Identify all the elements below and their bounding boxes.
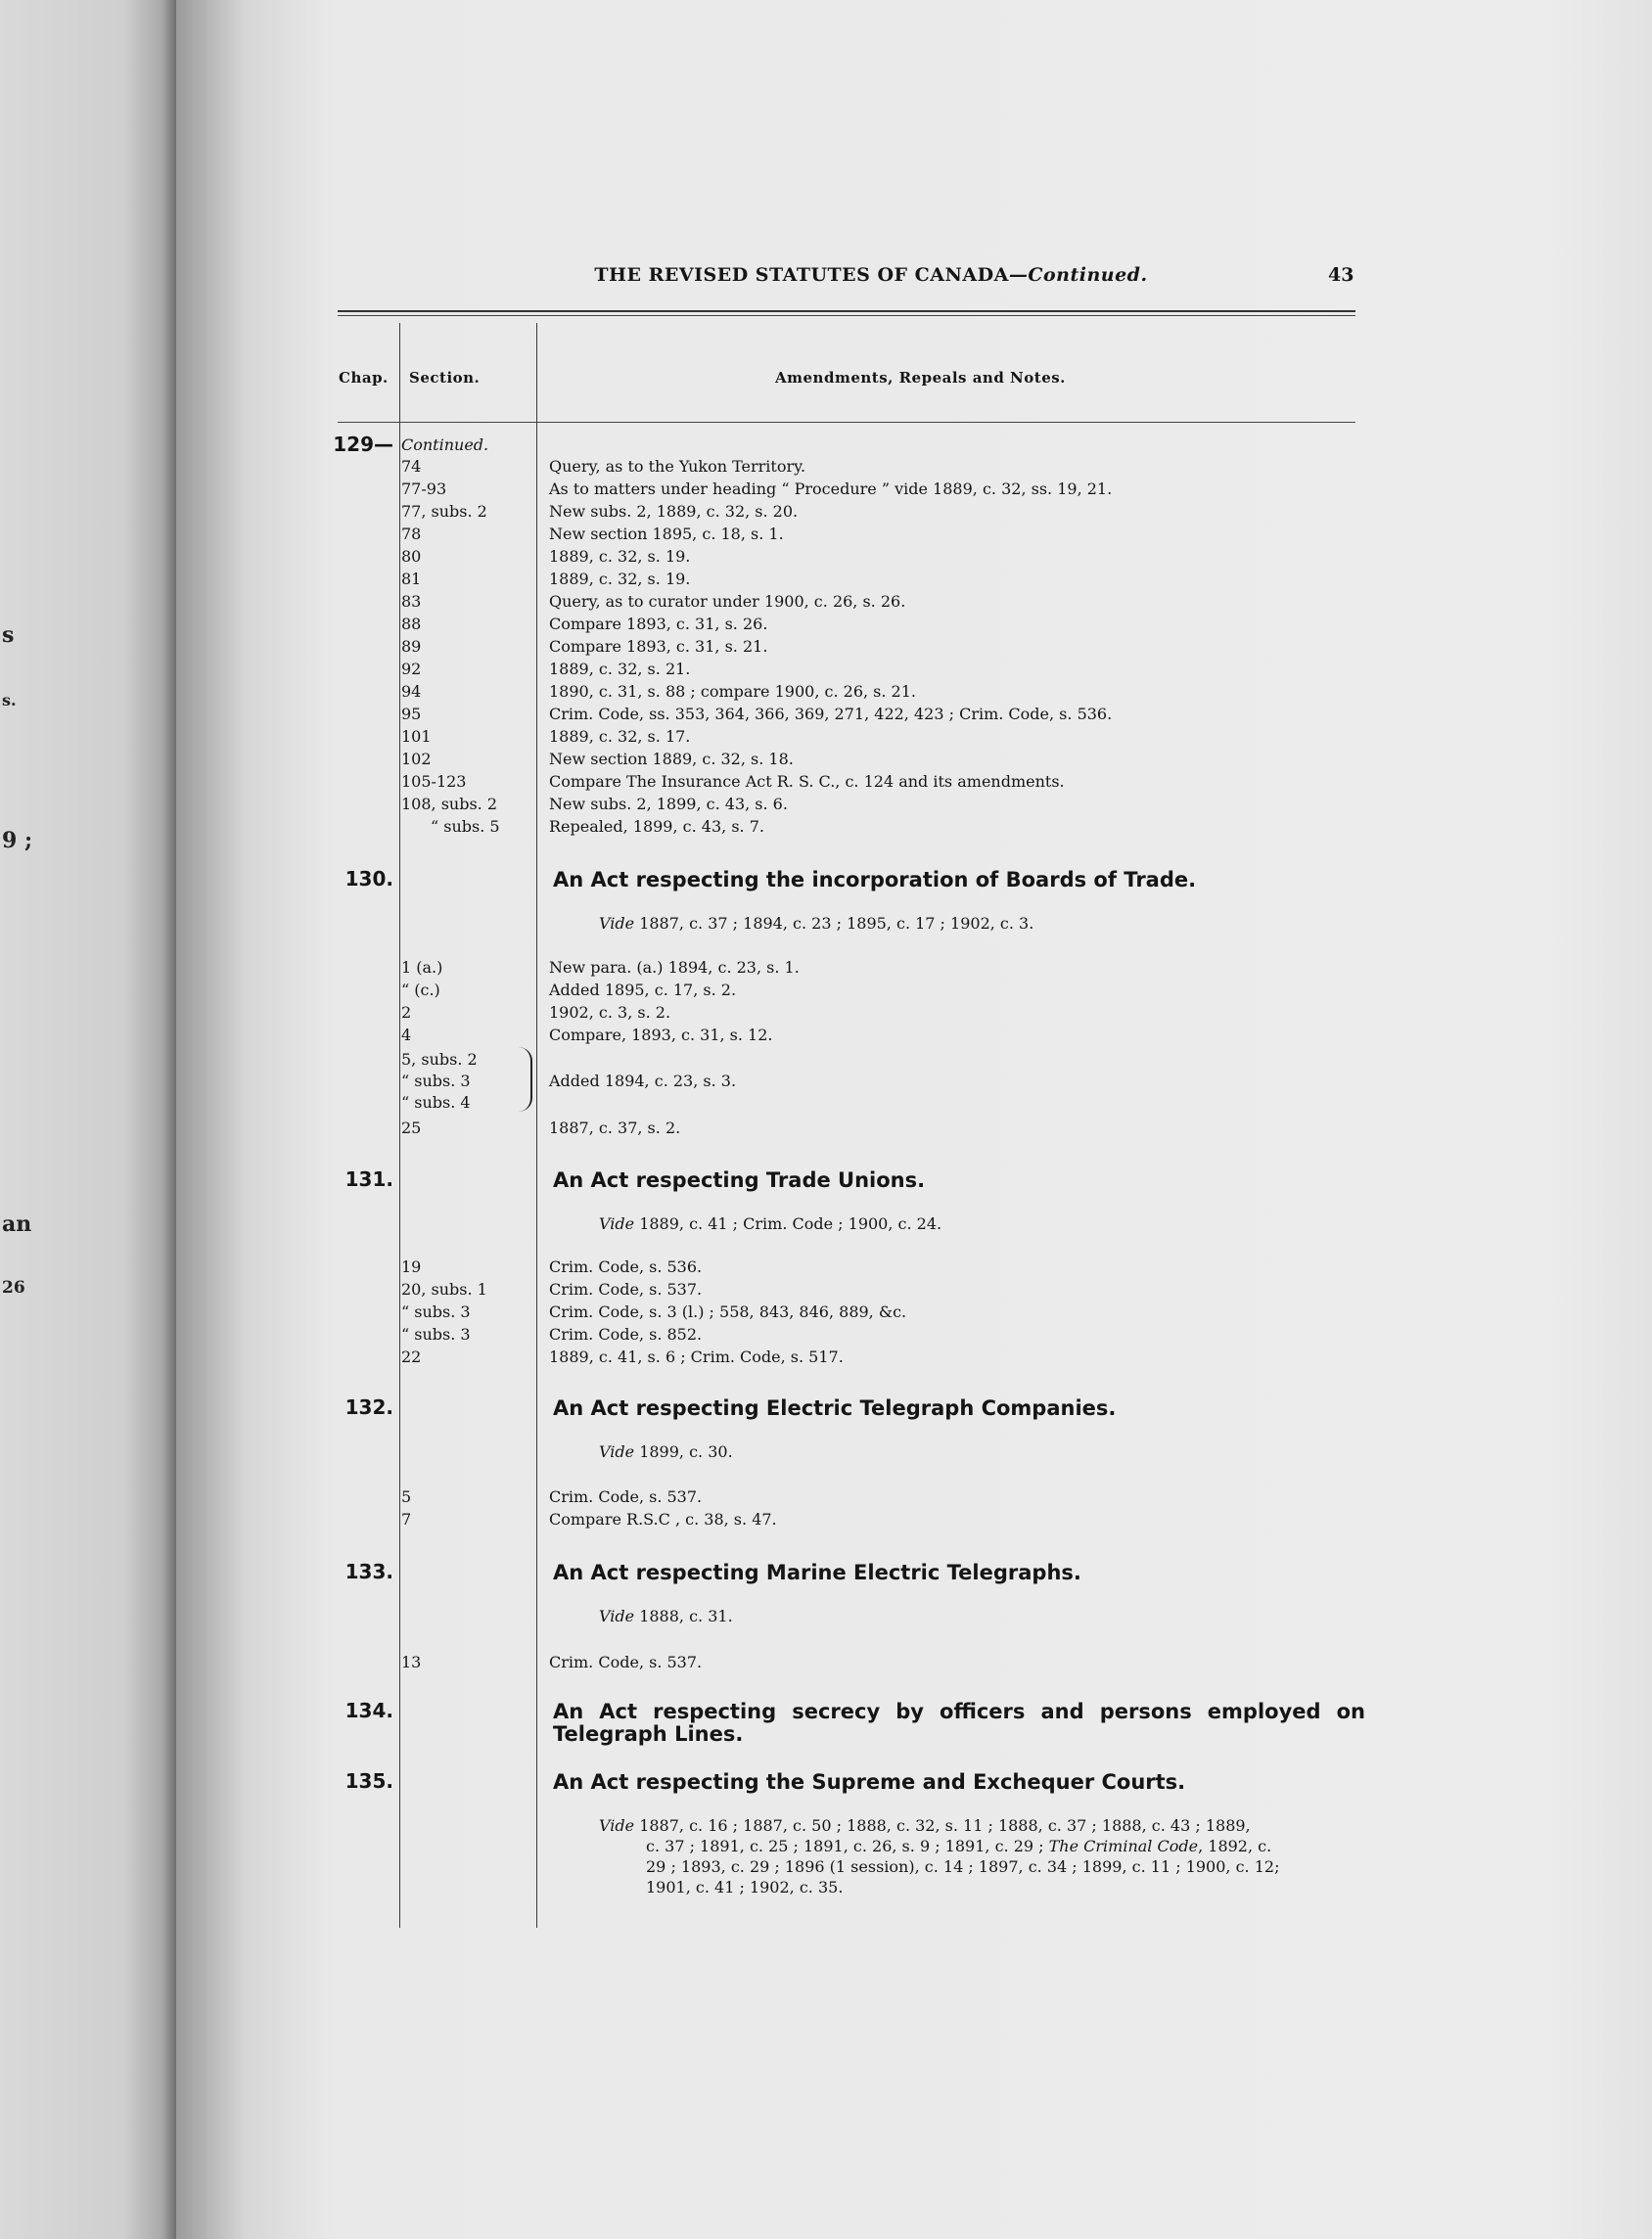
act-title: An Act respecting the incorporation of Boards of Trade.: [553, 868, 1197, 891]
table-row: 77-93 As to matters under heading “ Procedure ” vide 1889, c. 32, ss. 19, 21.: [401, 480, 1113, 498]
act-title: An Act respecting Electric Telegraph Companies.: [553, 1396, 1117, 1420]
margin-fragment: s.: [2, 691, 17, 709]
table-row: “ subs. 3 Crim. Code, s. 852.: [401, 1325, 703, 1344]
table-row: 25 1887, c. 37, s. 2.: [401, 1119, 681, 1137]
chapter-number: 135.: [344, 1769, 393, 1793]
header-title: THE REVISED STATUTES OF CANADA: [594, 264, 1009, 286]
act-title: An Act respecting secrecy by officers and persons employed on Telegraph Lines.: [553, 1700, 1365, 1746]
margin-fragment: 9 ;: [2, 828, 33, 853]
header-rule: [338, 422, 1355, 423]
section-continued: Continued.: [401, 435, 489, 454]
table-row: 5 Crim. Code, s. 537.: [401, 1487, 703, 1506]
column-header-section: Section.: [409, 369, 481, 387]
table-row: 4 Compare, 1893, c. 31, s. 12.: [401, 1026, 773, 1044]
top-rule-2: [338, 315, 1355, 316]
header-continued: —Continued.: [1008, 264, 1148, 286]
table-row: 78 New section 1895, c. 18, s. 1.: [401, 525, 784, 543]
table-row: 105-123 Compare The Insurance Act R. S. C., c. 124 and its amendments.: [401, 772, 1065, 791]
table-row: 101 1889, c. 32, s. 17.: [401, 727, 691, 746]
table-row: 13 Crim. Code, s. 537.: [401, 1653, 703, 1671]
chapter-number: 129—: [333, 433, 393, 456]
table-row: 95 Crim. Code, ss. 353, 364, 366, 369, 271, 422, 423 ; Crim. Code, s. 536.: [401, 705, 1113, 723]
table-row: 20, subs. 1 Crim. Code, s. 537.: [401, 1280, 703, 1299]
chapter-number: 133.: [344, 1560, 393, 1583]
chapter-number: 132.: [344, 1395, 393, 1419]
vide-reference: Vide 1899, c. 30.: [599, 1442, 733, 1461]
running-header: [382, 264, 1360, 286]
act-title: An Act respecting Trade Unions.: [553, 1168, 926, 1192]
chapter-number: 131.: [344, 1167, 393, 1191]
table-row: 7 Compare R.S.C , c. 38, s. 47.: [401, 1510, 777, 1529]
table-row: “ (c.) Added 1895, c. 17, s. 2.: [401, 981, 737, 999]
table-row: 88 Compare 1893, c. 31, s. 26.: [401, 615, 768, 633]
column-header-notes: Amendments, Repeals and Notes.: [775, 369, 1066, 387]
grouping-brace: [517, 1047, 532, 1112]
table-row: 92 1889, c. 32, s. 21.: [401, 660, 691, 678]
act-title: An Act respecting the Supreme and Exchequer Courts.: [553, 1770, 1186, 1794]
table-row: 83 Query, as to curator under 1900, c. 26, s. 26.: [401, 592, 906, 611]
vide-reference: Vide 1887, c. 16 ; 1887, c. 50 ; 1888, c. 32, s. 11 ; 1888, c. 37 ; 1888, c. 43 ; 1889, c. 37 ; 1891, c. 25 ; 1891, c. 26, s. 9 ; 1891, c. 29 ; The Criminal Code, 1892, c. 29 ; 1893, c. 29 ; 1896 (1 session), c. 14 ; 1897, c. 34 ; 1899, c. 11 ; 1900, c. 12; 1901, c. 41 ; 1902, c. 35.: [599, 1816, 1280, 1896]
table-row: 81 1889, c. 32, s. 19.: [401, 570, 691, 588]
facing-page-edge: [0, 0, 176, 2239]
column-divider: [399, 323, 400, 1928]
margin-fragment: s: [2, 622, 15, 648]
top-rule: [338, 310, 1355, 312]
table-row: 22 1889, c. 41, s. 6 ; Crim. Code, s. 517.: [401, 1348, 844, 1366]
vide-reference: Vide 1889, c. 41 ; Crim. Code ; 1900, c. 24.: [599, 1214, 942, 1233]
chapter-number: 130.: [344, 867, 393, 891]
table-row: 1 (a.) New para. (a.) 1894, c. 23, s. 1.: [401, 958, 800, 977]
table-row: 5, subs. 2: [401, 1050, 478, 1069]
table-row: “ subs. 3 Added 1894, c. 23, s. 3.: [401, 1072, 737, 1090]
margin-fragment: an: [2, 1211, 32, 1237]
column-header-chap: Chap.: [339, 369, 389, 387]
page-number: 43: [1328, 264, 1354, 286]
table-row: 89 Compare 1893, c. 31, s. 21.: [401, 637, 768, 656]
table-row: 108, subs. 2 New subs. 2, 1899, c. 43, s. 6.: [401, 795, 788, 813]
table-row: 102 New section 1889, c. 32, s. 18.: [401, 750, 794, 768]
table-row: 2 1902, c. 3, s. 2.: [401, 1003, 671, 1022]
act-title: An Act respecting Marine Electric Telegraphs.: [553, 1561, 1081, 1584]
table-row: 77, subs. 2 New subs. 2, 1889, c. 32, s. 20.: [401, 502, 799, 521]
table-row: 74 Query, as to the Yukon Territory.: [401, 457, 806, 476]
table-row: 19 Crim. Code, s. 536.: [401, 1257, 703, 1276]
chapter-number: 134.: [344, 1699, 393, 1722]
table-row: “ subs. 3 Crim. Code, s. 3 (l.) ; 558, 843, 846, 889, &c.: [401, 1302, 907, 1321]
vide-reference: Vide 1887, c. 37 ; 1894, c. 23 ; 1895, c. 17 ; 1902, c. 3.: [599, 914, 1034, 933]
table-row: 80 1889, c. 32, s. 19.: [401, 547, 691, 566]
margin-fragment: 26: [2, 1278, 25, 1298]
vide-reference: Vide 1888, c. 31.: [599, 1607, 733, 1625]
table-row: “ subs. 4: [401, 1093, 471, 1112]
table-row: “ subs. 5 Repealed, 1899, c. 43, s. 7.: [431, 817, 764, 836]
table-row: 94 1890, c. 31, s. 88 ; compare 1900, c. 26, s. 21.: [401, 682, 916, 701]
